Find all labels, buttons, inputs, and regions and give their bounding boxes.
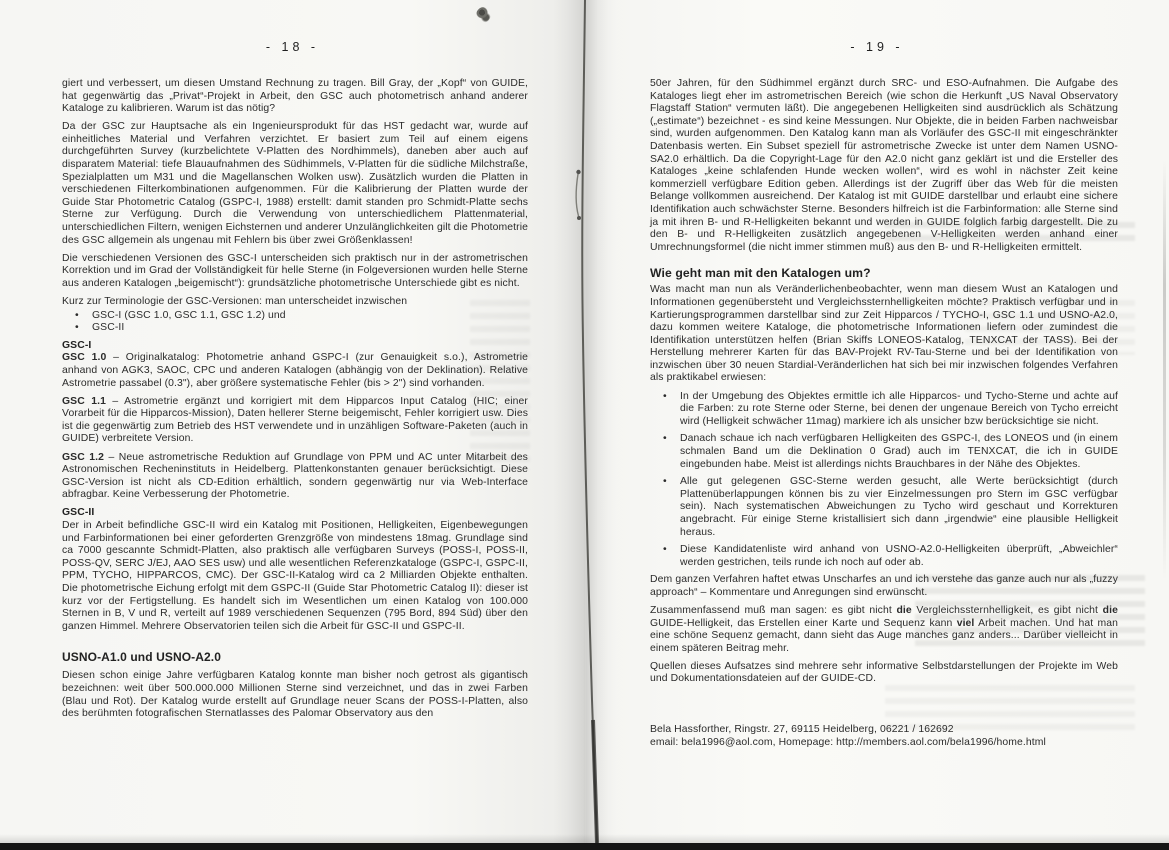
paragraph: Diesen schon einige Jahre verfügbaren Katalog konnte man bisher noch getrost als gigantisch bezeichnen: weit über 500.000.000 Millionen Sterne sind verzeichnet, und das in zwei Farben (Blau und Rot). Der Katalog wurde erstellt auf Grundlage neuer Scans der POSS-I-Platten, also des berühmten fotografischen Sternatlasses des Palomar Observatory aus den [62,670,528,720]
gsc10-label: GSC 1.0 [62,352,107,364]
page-18-text-column [62,78,528,726]
paragraph: Quellen dieses Aufsatzes sind mehrere sehr informative Selbstdarstellungen der Projekte im Web und Dokumentationsdateien auf der GUIDE-CD. [650,660,1118,685]
summary-text: GUIDE-Helligkeit, das Erstellen einer Karte und Sequenz kann [650,617,957,629]
paragraph-summary [650,605,1118,655]
summary-text: Zusammenfassend muß man sagen: es gibt nicht [650,604,897,616]
gsc12-text: – Neue astrometrische Reduktion auf Grundlage von PPM und AC unter Mitarbeit des Astronomischen Recheninstituts in Heidelberg. Plattenkonstanten genauer berücksichtigt. Diese GSC-Version ist nicht als CD-Edition erhältlich, sondern gegenwärtig nur via Web-Interface abfragbar. Keine Verbesserung der Photometrie. [62,451,528,501]
paragraph: Was macht man nun als Veränderlichenbeobachter, wenn man diesem Wust an Katalogen und Informationen gegenübersteht und Vergleichssternhelligkeiten möchte? Praktisch verfügbar und in Kartierungsprogrammen darstellbar sind zur Zeit Hipparcos / TYCHO-I, GSC 1.1 und USNO-A2.0, dazu kommen weitere Kataloge, die photometrische Informationen liefern oder zumindest die Identifikation unterstützen helfen (Brian Skiffs LONEOS-Katalog, TENXCAT der TASS). Bei der Herstellung mehrerer Karten für das BAV-Projekt RV-Tau-Sterne und bei der Identifikation von inzwischen über 30 neuen Stardial-Veränderlichen hat sich bei mir inzwischen folgendes Verfahren als praktikabel erwiesen: [650,284,1118,384]
list-item: • In der Umgebung des Objektes ermittle ich alle Hipparcos- und Tycho-Sterne und achte auf die Farben: zu rote Sterne oder Sterne, bei denen der ungenaue Bereich von Tycho erreicht wird (Helligkeit schwächer 11mag) markiere ich als unsicher bzw berücksichtige sie nicht. [650,391,1118,429]
paragraph: Der in Arbeit befindliche GSC-II wird ein Katalog mit Positionen, Helligkeiten, Eigenbewegungen und Farbinformationen bei einer geforderten Grenzgröße von mindestens 18mag. Grundlage sind ca 7000 gescannte Schmidt-Platten, also praktisch alle verfügbaren Surveys (POSS-I, POSS-II, POSS-QV, SERC J/EJ, AAO SES usw) und alle wesentlichen Referenzkataloge (GSPC-I, GSPC-II, PPM, TYCHO, HIPPARCOS, CMC). Der GSC-II-Katalog wird ca 2 Milliarden Objekte enthalten. Die photometrische Eichung erfolgt mit dem GSPC-II (Guide Star Photometric Catalog II): dieser ist kurz vor der Fertigstellung. Es handelt sich im Wesentlichen um einen Katalog von 100.000 Sternen in B, V und R, verteilt auf 1989 verschiedenen Sequenzen (795 Bord, 894 Süd) über den ganzen Himmel. Mehrere Observatorien teilen sich die Arbeit für GSC-II und GSPC-II. [62,520,528,632]
contact-email: email: bela1996@aol.com, Homepage: http://members.aol.com/bela1996/home.html [650,736,1046,748]
list-item: • Alle gut gelegenen GSC-Sterne werden gesucht, alle Werte berücksichtigt (durch Plattenüberlappungen können bis zu vier Einzelmessungen pro Stern im GSC verfügbar sein). Nach systematischen Abweichungen zu Tycho wird geschaut und Korrekturen angebracht. Für einige Sterne kristallisiert sich dann „irgendwie“ eine plausible Helligkeit heraus. [650,476,1118,539]
summary-text: Vergleichssternhelligkeit, es gibt nicht [911,604,1103,616]
summary-text: Arbeit machen. Und hat man eine schöne Sequenz gemacht, dann sieht das Auge manches ganz anders... Darüber vielleicht in einem späteren Beitrag mehr. [650,617,1118,654]
paragraph-gsc11 [62,396,528,446]
page-number-left: - 18 - [265,40,320,54]
scan-right-edge [1163,160,1166,580]
paragraph: 50er Jahren, für den Südhimmel ergänzt durch SRC- und ESO-Aufnahmen. Die Aufgabe des Kataloges liegt eher im astrometrischen Bereich (wie schon die Herkunft „US Naval Observatory Flagstaff Station“ vermuten läßt). Die angegebenen Helligkeiten sind ausdrücklich als Schätzung („estimate“) bezeichnet - es sind keine Messungen. Nur Objekte, die in beiden Farben nachweisbar sind, wurden aufgenommen. Den Katalog kann man als Vorläufer des GSC-II mit eingeschränkter Datenbasis werten. Ein Subset speziell für astrometrische Zwecke ist unter dem Namen USNO-SA2.0 erhältlich. Da die Copyright-Lage für den A2.0 nicht ganz geklärt ist und die Ersteller des Kataloges „keine schlafenden Hunde wecken wollen“, wird es wohl in nächster Zeit keine kommerziell verfügbare Edition geben. Allerdings ist der Zugriff über das Web für die meisten Belange vollkommen ausreichend. Der Katalog ist mit GUIDE darstellbar und erlaubt eine sichere Identifikation auch schwächster Sterne. Besonders hilfreich ist die Farbinformation: alle Sterne sind ja mit ihren B- und R-Helligkeiten bekannt und werden in GUIDE folglich farbig dargestellt. Die zu den B- und R-Helligkeiten zusätzlich angegebenen V-Helligkeiten werden anhand einer Umrechnungsformel (die nicht immer stimmen muß) aus den B- und R-Helligkeiten ermittelt. [650,78,1118,253]
gsc-version-list [62,310,528,335]
scan-bottom-shadow [0,834,1169,843]
gsc11-text: – Astrometrie ergänzt und korrigiert mit dem Hipparcos Input Catalog (HIC; einer Vorarbeit für die Hipparcos-Mission), Daten hellerer Sterne beigemischt, Fehler korrigiert usw. Dies ist die gegenwärtig zum Betrieb des HST verwendete und in unzähligen Software-Paketen (auch in GUIDE) verbreitete Version. [62,395,528,445]
gsc11-label: GSC 1.1 [62,395,106,407]
paragraph: Da der GSC zur Hauptsache als ein Ingenieursprodukt für das HST gedacht war, wurde auf einheitliches Material und Verfahren verzichtet. Er basiert zum Teil auf einem eigens durchgeführten Survey (kurzbelichtete V-Platten des Nordhimmels), daneben aber auch auf disparatem Material: tiefe Blauaufnahmen des Südhimmels, V-Platten für die südliche Milchstraße, Spezialplatten um M31 und die Magellanschen Wolken usw). Zusätzlich wurden die Platten in verschiedenen Filterkombinationen aufgenommen. Für die Kalibrierung der Platten wurde der Guide Star Photometric Catalog (GSPC-I, 1988) erstellt: damit standen pro Schmidt-Platte sechs Sterne zur Verfügung. Durch die Verwendung von unterschiedlichem Plattenmaterial, unterschiedlichen Filtern, wenigen Eichsternen und anderer Unzulänglichkeiten gilt die Photometrie des GSC allgemein als ungenau mit Fehlern bis über zwei Größenklassen! [62,121,528,246]
page-number-right: - 19 - [850,40,904,54]
contact-block [650,724,1118,749]
heading-gsc-ii: GSC-II [62,507,95,519]
list-item: • Diese Kandidatenliste wird anhand von USNO-A2.0-Helligkeiten überprüft, „Abweichler“ werden gestrichen, teils runde ich noch auf oder ab. [650,544,1118,569]
paragraph: Dem ganzen Verfahren haftet etwas Unscharfes an und ich verstehe das ganze auch nur als „fuzzy approach“ – Kommentare und Anregungen sind erwünscht. [650,574,1118,598]
list-item: • GSC-II [62,322,528,335]
scan-bottom-edge [0,843,1169,850]
summary-bold: viel [956,617,975,629]
summary-bold: die [896,604,912,616]
heading-gsc-i: GSC-I [62,339,92,351]
list-item: • GSC-I (GSC 1.0, GSC 1.1, GSC 1.2) und [62,310,528,323]
page-19-text-column [650,78,1118,749]
contact-address: Bela Hassforther, Ringstr. 27, 69115 Heidelberg, 06221 / 162692 [650,724,954,736]
paragraph-gsc12 [62,452,528,502]
paragraph: giert und verbessert, um diesen Umstand Rechnung zu tragen. Bill Gray, der „Kopf“ von GUIDE, hat gegenwärtig das „Privat“-Projekt in Arbeit, den GSC auch photometrisch anhand anderer Kataloge zu kalibrieren. Warum ist das nötig? [62,78,528,115]
heading-katalogen: Wie geht man mit den Katalogen um? [650,266,871,281]
procedure-list [650,391,1118,570]
paragraph-gsc10 [62,352,528,390]
page-19 [585,0,1169,850]
gsc12-label: GSC 1.2 [62,451,105,463]
summary-bold: die [1102,604,1118,616]
list-item: • Danach schaue ich nach verfügbaren Helligkeiten des GSPC-I, des LONEOS und (in einem schmalen Band um die Deklination 0 Grad) auch im TENXCAT, die ich in GUIDE eingebunden habe. Meist ist allerdings nichts Brauchbares in der Nähe des Objektes. [650,433,1118,471]
terminology-intro: Kurz zur Terminologie der GSC-Versionen: man unterscheidet inzwischen [62,296,408,307]
paragraph: Die verschiedenen Versionen des GSC-I unterscheiden sich praktisch nur in der astrometrischen Korrektion und im Grad der Vollständigkeit für helle Sterne (in Folgeversionen wurden helle Sterne aus anderen Katalogen „beigemischt“): grundsätzliche photometrische Unterschiede gibt es nicht. [62,252,528,289]
heading-usno: USNO-A1.0 und USNO-A2.0 [62,650,221,665]
gsc10-text: – Originalkatalog: Photometrie anhand GSPC-I (zur Genauigkeit s.o.), Astrometrie anhand von AGK3, SAOC, CPC und anderen Katalogen (abhängig von der Deklination). Relative Astrometrie passabel (0.3"), aber größere systematische Fehler (bis > 2") sind vorhanden. [62,352,528,389]
